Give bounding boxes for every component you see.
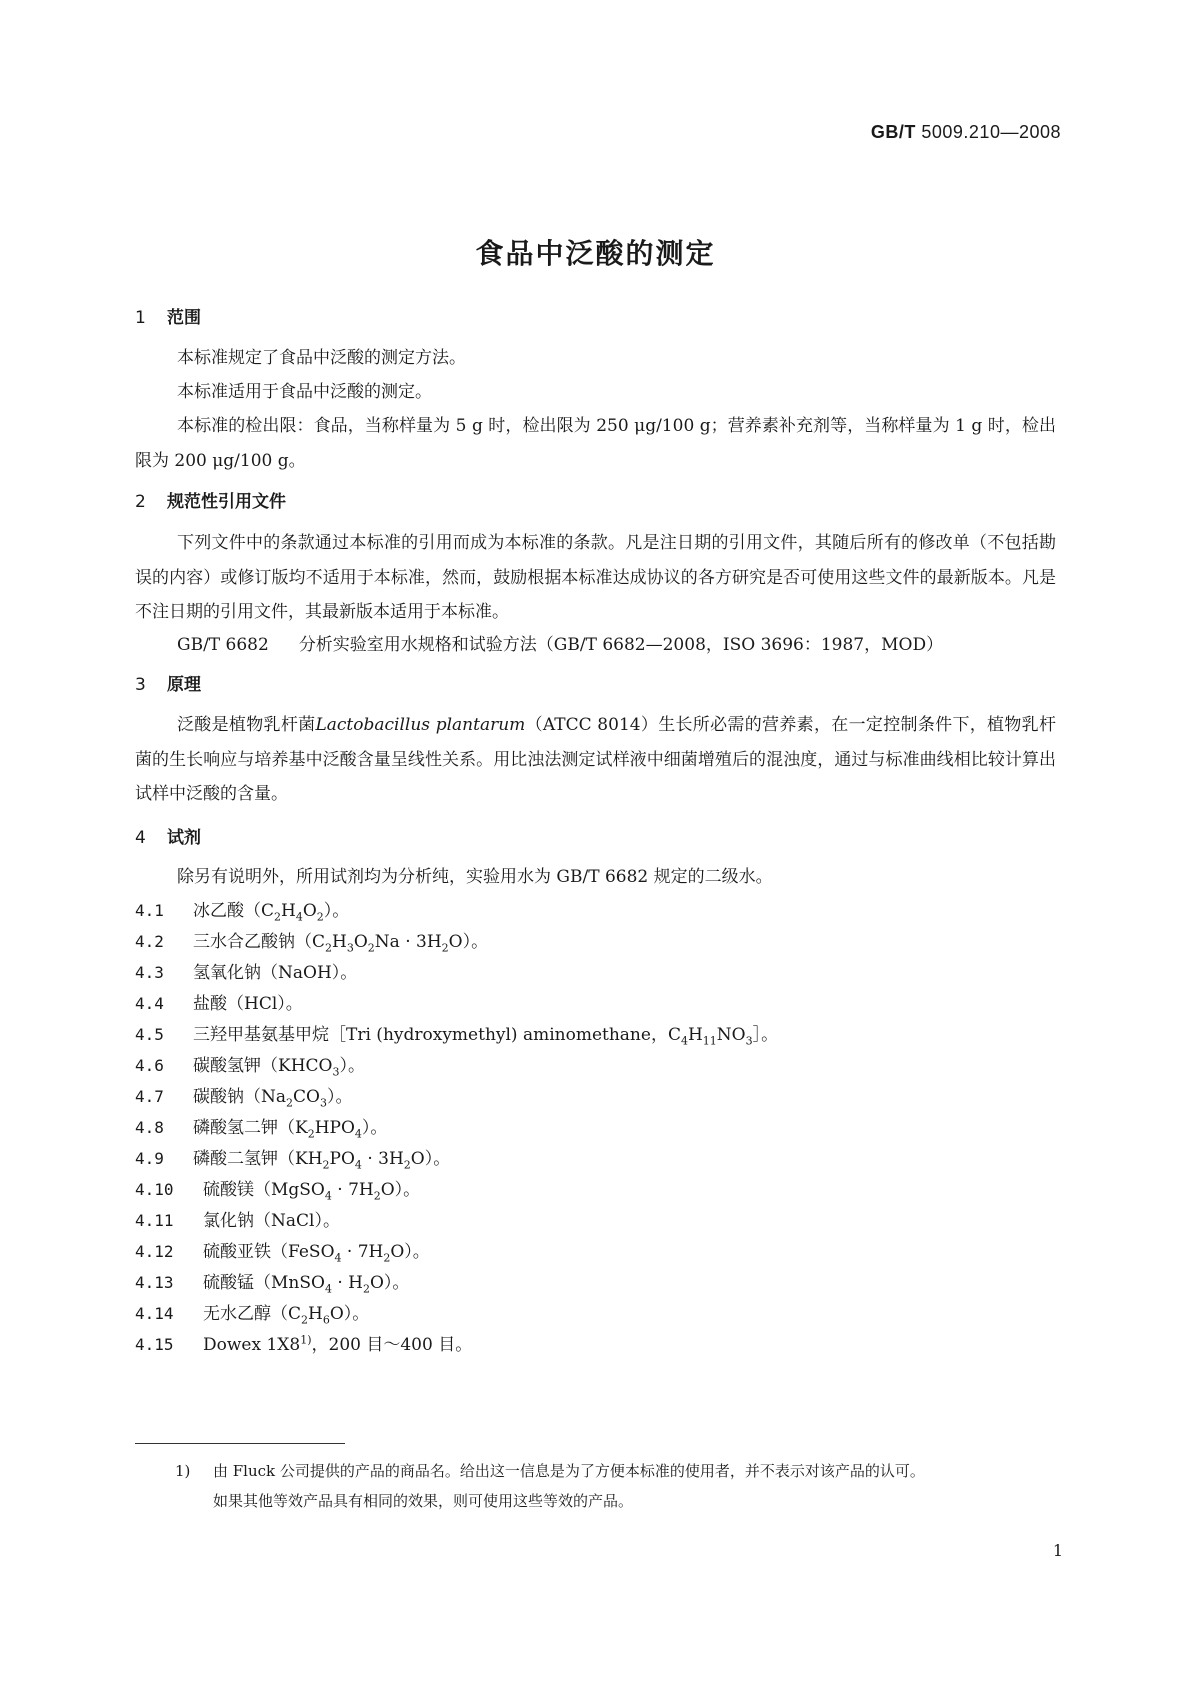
section-4-heading xyxy=(135,823,201,848)
footnote-divider xyxy=(135,1443,345,1444)
footnote-text: 由 Fluck 公司提供的产品的商品名。给出这一信息是为了方便本标准的使用者，并不表示对该产品的认可。 xyxy=(213,1462,925,1480)
reagent-name: 硫酸亚铁 xyxy=(203,1242,271,1262)
reagent-name: 磷酸二氢钾 xyxy=(193,1149,278,1169)
reagent-number: 4.14 xyxy=(135,1304,174,1323)
reagent-item xyxy=(135,989,303,1014)
section-number: 2 xyxy=(135,492,146,512)
reagent-item xyxy=(135,958,357,983)
section-2-heading xyxy=(135,487,286,512)
reagent-name: 三水合乙酸钠 xyxy=(193,932,295,952)
scope-paragraph-1: 本标准规定了食品中泛酸的测定方法。 xyxy=(177,348,466,368)
reagent-number: 4.6 xyxy=(135,1056,164,1075)
reagent-item xyxy=(135,1113,387,1140)
reagent-item xyxy=(135,896,349,923)
reagent-formula: $(C_2H_6O)$。 xyxy=(271,1304,370,1327)
reagent-name: 磷酸氢二钾 xyxy=(193,1118,278,1138)
principle-text-b: （ATCC 8014）生长所必需的营养素，在一定控制条件下，植物乳杆菌的生长响应与培养基中泛酸含量呈线性关系。用比浊法测定试样液中细菌增殖后的混浊度，通过与标准曲线相比较计算出试样中泛酸的含量。 xyxy=(135,715,1056,804)
reagent-item xyxy=(135,1144,450,1171)
reagent-item xyxy=(135,1175,420,1202)
reagent-formula: （NaCl）。 xyxy=(254,1211,340,1231)
reagent-number: 4.8 xyxy=(135,1118,164,1137)
reagent-item xyxy=(135,1237,430,1264)
reagent-number: 4.10 xyxy=(135,1180,174,1199)
reagent-formula: （MnSO$_4$ · $H_2O$）。 xyxy=(254,1273,410,1296)
reference-entry xyxy=(177,630,943,655)
section-1-heading xyxy=(135,303,201,328)
references-paragraph: 下列文件中的条款通过本标准的引用而成为本标准的条款。凡是注日期的引用文件，其随后所有的修改单（不包括勘误的内容）或修订版均不适用于本标准，然而，鼓励根据本标准达成协议的各方研究是否可使用这些文件的最新版本。凡是不注日期的引用文件，其最新版本适用于本标准。 xyxy=(135,533,1056,622)
reagent-number: 4.9 xyxy=(135,1149,164,1168)
reference-title: 分析实验室用水规格和试验方法（GB/T 6682—2008，ISO 3696：1987，MOD） xyxy=(298,635,944,655)
reagent-name: 硫酸镁 xyxy=(203,1180,254,1200)
reagent-formula: （FeSO$_4$ · $7H_2O$）。 xyxy=(271,1242,430,1265)
reagent-number: 4.2 xyxy=(135,932,164,951)
principle-text-a: 泛酸是植物乳杆菌 xyxy=(177,715,316,735)
footnote-line-2: 如果其他等效产品具有相同的效果，则可使用这些等效的产品。 xyxy=(213,1492,634,1510)
reagent-name: 氯化钠 xyxy=(203,1211,254,1231)
document-title: 食品中泛酸的测定 xyxy=(475,237,716,270)
footnote-line-1 xyxy=(175,1460,925,1481)
section-title: 范围 xyxy=(167,308,201,328)
reagent-formula: （NaOH）。 xyxy=(261,963,358,983)
reagent-formula: $(KH_2PO_4 \cdot 3H_2O)$。 xyxy=(278,1149,451,1172)
reagent-number: 4.4 xyxy=(135,994,164,1013)
reagent-number: 4.13 xyxy=(135,1273,174,1292)
reagent-item xyxy=(135,1051,365,1078)
reagent-name: 盐酸 xyxy=(193,994,227,1014)
reagent-name: 碳酸氢钾 xyxy=(193,1056,261,1076)
section-title: 试剂 xyxy=(167,828,201,848)
standard-prefix: GB/T xyxy=(870,122,916,142)
reagent-number: 4.15 xyxy=(135,1335,174,1354)
reagent-item xyxy=(135,1206,340,1231)
reagent-number: 4.3 xyxy=(135,963,164,982)
standard-code: 5009.210—2008 xyxy=(921,122,1061,142)
reagent-formula: $(KHCO_3)$。 xyxy=(261,1056,365,1079)
reagent-formula: （HCl）。 xyxy=(227,994,303,1014)
reagent-formula: ［Tri (hydroxymethyl) aminomethane，$C_4H_{11}NO_3]$。 xyxy=(329,1025,779,1048)
section-title: 规范性引用文件 xyxy=(167,492,286,512)
reagent-number: 4.5 xyxy=(135,1025,164,1044)
section-number: 4 xyxy=(135,828,146,848)
reagent-name: 冰乙酸 xyxy=(193,901,244,921)
principle-paragraph xyxy=(135,708,1056,812)
reagent-number: 4.1 xyxy=(135,901,164,920)
reagents-intro: 除另有说明外，所用试剂均为分析纯，实验用水为 GB/T 6682 规定的二级水。 xyxy=(177,867,773,887)
reagent-item xyxy=(135,1330,472,1355)
reagent-name: Dowex 1X8$^{1)}$ xyxy=(203,1333,312,1355)
scope-paragraph-2: 本标准适用于食品中泛酸的测定。 xyxy=(177,382,432,402)
reagent-number: 4.12 xyxy=(135,1242,174,1261)
page-number: 1 xyxy=(1052,1541,1063,1560)
reagent-name: 硫酸锰 xyxy=(203,1273,254,1293)
reagent-item xyxy=(135,1020,778,1047)
reagent-name: 无水乙醇 xyxy=(203,1304,271,1324)
reagent-item xyxy=(135,1268,409,1295)
reagent-item xyxy=(135,1299,369,1326)
reagent-formula: $(C_2H_4O_2)$。 xyxy=(244,901,350,924)
reagent-formula: $(Na_2CO_3)$。 xyxy=(244,1087,353,1110)
reagent-formula: $(K_2HPO_4)$。 xyxy=(278,1118,388,1141)
reagent-name: 三羟甲基氨基甲烷 xyxy=(193,1025,329,1045)
reagent-name: 碳酸钠 xyxy=(193,1087,244,1107)
reagent-item xyxy=(135,1082,352,1109)
reagent-number: 4.11 xyxy=(135,1211,174,1230)
reagent-formula: （MgSO$_4$ · $7H_2O$）。 xyxy=(254,1180,421,1203)
organism-name: Lactobacillus plantarum xyxy=(315,715,526,735)
reference-code: GB/T 6682 xyxy=(177,635,269,655)
scope-paragraph-3: 本标准的检出限：食品，当称样量为 5 g 时，检出限为 250 μg/100 g；营养素补充剂等，当称样量为 1 g 时，检出限为 200 μg/100 g。 xyxy=(135,416,1056,471)
section-number: 3 xyxy=(135,675,146,695)
section-3-heading xyxy=(135,670,201,695)
reagent-number: 4.7 xyxy=(135,1087,164,1106)
section-title: 原理 xyxy=(167,675,201,695)
reagent-name: 氢氧化钠 xyxy=(193,963,261,983)
footnote-mark: 1) xyxy=(175,1462,191,1480)
reagent-item xyxy=(135,927,488,954)
reagent-formula: ，200 目～400 目。 xyxy=(311,1335,473,1355)
standard-number xyxy=(871,122,1061,143)
section-number: 1 xyxy=(135,308,146,328)
reagent-formula: $(C_2H_3O_2Na \cdot 3H_2O)$。 xyxy=(295,932,489,955)
